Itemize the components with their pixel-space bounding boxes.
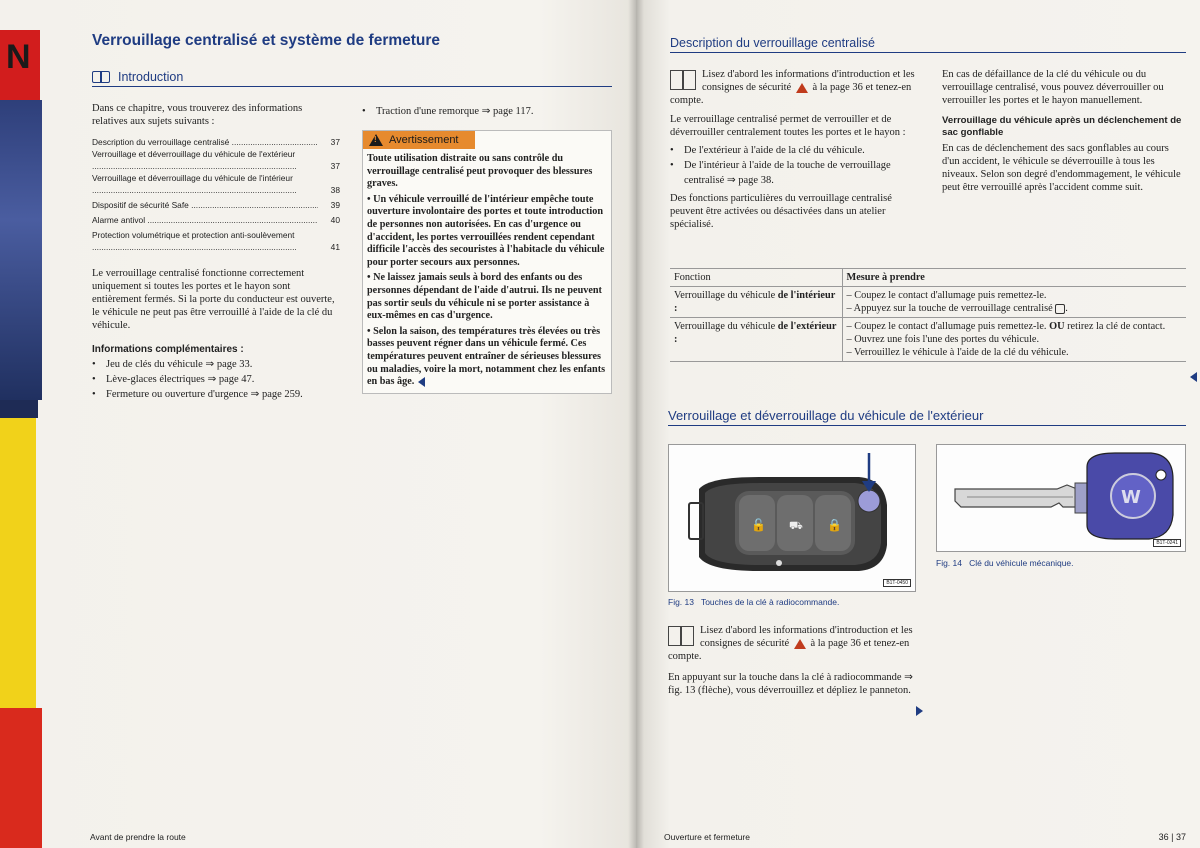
svg-text:🔓: 🔓	[751, 518, 766, 532]
table-cell: Verrouillage du véhicule de l'intérieur :	[670, 287, 842, 318]
book-icon	[668, 626, 694, 646]
continue-marker-icon	[916, 706, 923, 716]
figure-14	[936, 444, 1186, 552]
page-fold	[628, 0, 644, 848]
read-first-note: Lisez d'abord les informations d'introduction et les consignes de sécurité à la page 36 et tenez-en compte.	[668, 625, 913, 662]
toc-row[interactable]: Protection volumétrique et protection anti-soulèvement ..... 41	[92, 229, 340, 253]
table-cell: – Coupez le contact d'allumage puis remettez-le. OU retirez la clé de contact. – Ouvrez une fois l'une des portes du véhicule. – Verrouillez le véhicule à l'aide de la clé du véhicule.	[842, 318, 1186, 362]
right-column-2	[942, 68, 1188, 194]
toc-row[interactable]: Verrouillage et déverrouillage du véhicule de l'intérieur ..... 38	[92, 172, 340, 196]
table-header-row	[670, 269, 1186, 287]
list-item: • De l'extérieur à l'aide de la clé du véhicule.	[670, 143, 920, 158]
paragraph: En cas de défaillance de la clé du véhicule ou du verrouillage centralisé, vous pouvez déverrouiller ou verrouiller les portes et le hayon manuellement.	[942, 69, 1164, 106]
list-item[interactable]: • Fermeture ou ouverture d'urgence ⇒ page 259.	[92, 387, 340, 402]
list-item[interactable]: • Lève-glaces électriques ⇒ page 47.	[92, 372, 340, 387]
warning-text: • Un véhicule verrouillé de l'intérieur empêche toute ouverture involontaire des portes et toute introduction de personnes non autorisées. En cas d'urgence ou d'accident, les portes verrouillées rendent cependant difficile l'accès des secouristes à l'habitacle du véhicule pour porter secours aux personnes.	[367, 194, 607, 270]
read-first-note: Lisez d'abord les informations d'introduction et les consignes de sécurité à la page 36 et tenez-en compte.	[670, 69, 915, 106]
figure-tag: B1T-0241	[1153, 539, 1181, 547]
warning-icon	[369, 134, 383, 146]
more-info-title: Informations complémentaires :	[92, 344, 244, 355]
section-title: Introduction	[118, 70, 184, 84]
table-cell: – Coupez le contact d'allumage puis remettez-le. – Appuyez sur la touche de verrouillage centralisé .	[842, 287, 1186, 318]
section-description	[670, 36, 1186, 53]
end-marker-icon	[1190, 372, 1197, 382]
warning-title: Avertissement	[389, 134, 459, 146]
book-icon	[670, 70, 696, 90]
toc-row[interactable]: Verrouillage et déverrouillage du véhicule de l'extérieur ..... 37	[92, 148, 340, 172]
paragraph: Des fonctions particulières du verrouillage centralisé peuvent être activées ou désactivées dans un atelier spécialisé.	[670, 193, 892, 230]
end-marker-icon	[418, 377, 425, 387]
list-item[interactable]: • Jeu de clés du véhicule ⇒ page 33.	[92, 357, 340, 372]
bullet-list	[670, 143, 920, 188]
edge-decoration	[0, 0, 46, 848]
table-cell: Verrouillage du véhicule de l'extérieur :	[670, 318, 842, 362]
right-column-1	[670, 68, 920, 231]
svg-text:🔒: 🔒	[827, 518, 842, 532]
figure-13	[668, 444, 916, 592]
section-title: Verrouillage et déverrouillage du véhicule de l'extérieur	[668, 408, 984, 423]
toc	[92, 136, 340, 253]
warning-icon	[796, 83, 808, 93]
left-column-1	[92, 102, 340, 402]
more-info-list	[92, 357, 340, 402]
warning-text: • Selon la saison, des températures très élevées ou très basses peuvent régner dans un véhicule fermé. Ces températures peuvent entraîner de sérieuses blessures ou maladies, voire la mort, notamment chez les enfants en bas âge.	[367, 326, 607, 389]
paragraph: Le verrouillage centralisé permet de verrouiller et de déverrouiller centralement toutes les portes et le hayon :	[670, 114, 906, 138]
intro-paragraph: Le verrouillage centralisé fonctionne correctement uniquement si toutes les portes et le hayon sont entièrement fermés. Si la porte du conducteur est ouverte, le véhicule ne peut pas être verrouillé à l'aide de la clé du véhicule.	[92, 268, 335, 331]
function-table	[670, 268, 1186, 362]
section-introduction	[92, 70, 612, 87]
warning-text: Toute utilisation distraite ou sans contrôle du verrouillage centralisé peut provoquer des blessures graves.	[367, 153, 593, 190]
table-row	[670, 287, 1186, 318]
toc-row[interactable]: Dispositif de sécurité Safe ..... 39	[92, 199, 340, 211]
toc-row[interactable]: Alarme antivol ..... 40	[92, 214, 340, 226]
section-exterior	[668, 408, 1186, 426]
figure-14-caption: Fig. 14 Clé du véhicule mécanique.	[936, 558, 1074, 568]
intro-text: Dans ce chapitre, vous trouverez des informations relatives aux sujets suivants :	[92, 103, 303, 127]
toc-row[interactable]: Description du verrouillage centralisé ..... 37	[92, 136, 340, 148]
radio-key-illustration	[669, 445, 916, 592]
footer-right: Ouverture et fermeture	[664, 832, 750, 842]
svg-text:⛟: ⛟	[789, 519, 803, 532]
footer-left: Avant de prendre la route	[90, 832, 186, 842]
column-2-list	[362, 104, 612, 119]
list-item[interactable]: • Traction d'une remorque ⇒ page 117.	[362, 104, 612, 119]
svg-text:W: W	[1121, 487, 1141, 508]
paragraph: En appuyant sur la touche dans la clé à radiocommande ⇒ fig. 13 (flèche), vous déverrouillez et dépliez le panneton.	[668, 672, 913, 696]
table-header: Fonction	[670, 269, 842, 287]
right-page	[636, 0, 1200, 848]
list-item[interactable]: • De l'intérieur à l'aide de la touche de verrouillage centralisé ⇒ page 38.	[670, 158, 920, 188]
book-icon	[92, 71, 110, 83]
edge-letter: N	[6, 38, 31, 76]
mechanical-key-illustration	[937, 445, 1186, 552]
warning-body	[363, 149, 611, 393]
section-title: Description du verrouillage centralisé	[670, 36, 875, 50]
warning-header	[363, 131, 475, 149]
table-row	[670, 318, 1186, 362]
paragraph: En cas de déclenchement des sacs gonflables au cours d'un accident, le véhicule se déverrouille à tous les niveaux. Selon son degré d'endommagement, le véhicule peut être verrouillé après l'accident comme suit.	[942, 143, 1181, 193]
figure-tag: B1T-0450	[883, 579, 911, 587]
table-header: Mesure à prendre	[842, 269, 1186, 287]
page-numbers: 36 | 37	[1158, 832, 1186, 842]
exterior-text	[668, 624, 918, 697]
warning-text: • Ne laissez jamais seuls à bord des enfants ou des personnes dépendant de l'aide d'autrui. Ils ne peuvent pas sortir seuls du véhicule ni se porter assistance à eux-mêmes en cas d'urgence.	[367, 272, 607, 322]
lock-button-icon	[1055, 304, 1065, 314]
figure-13-caption: Fig. 13 Touches de la clé à radiocommande.	[668, 597, 840, 607]
subheading: Verrouillage du véhicule après un déclenchement de sac gonflable	[942, 115, 1182, 138]
warning-box	[362, 130, 612, 394]
chapter-title: Verrouillage centralisé et système de fermeture	[92, 32, 441, 49]
warning-icon	[794, 639, 806, 649]
